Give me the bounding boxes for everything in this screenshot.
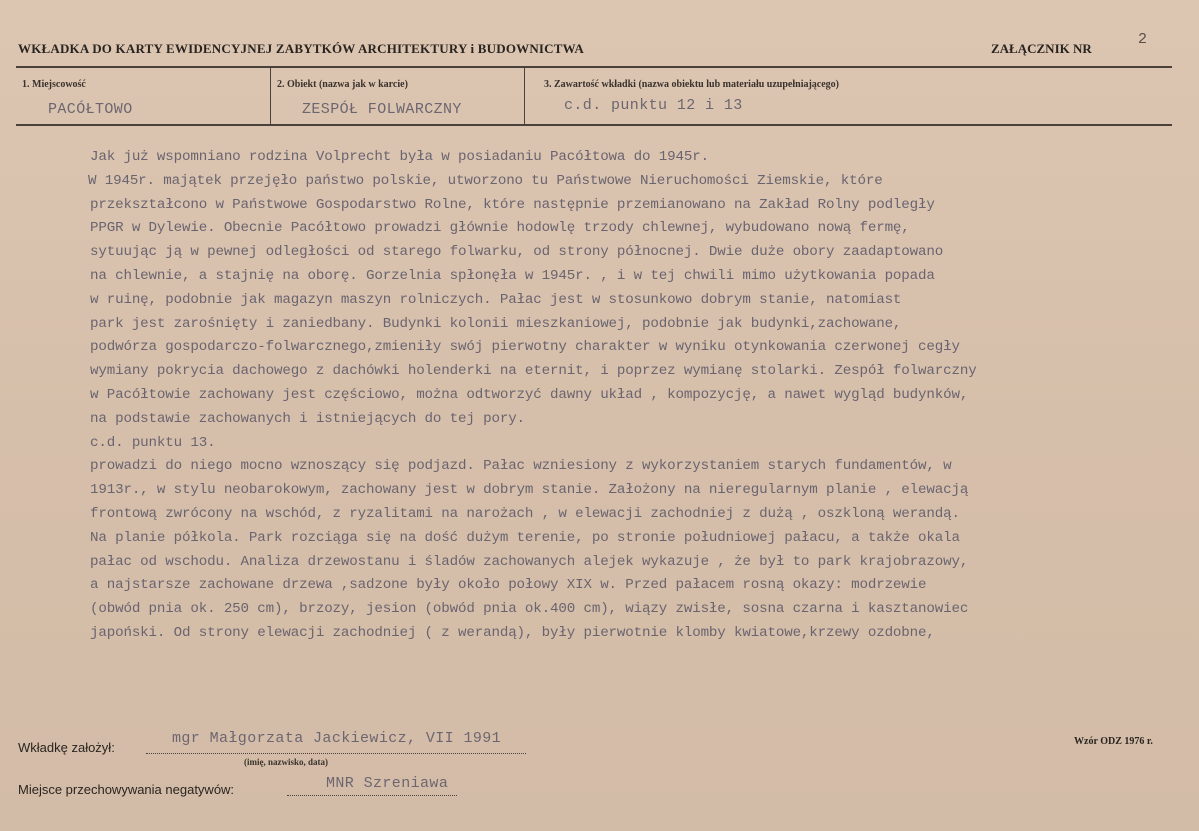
content-field-value: c.d. punktu 12 i 13 — [564, 97, 743, 114]
object-field-value: ZESPÓŁ FOLWARCZNY — [302, 101, 462, 118]
body-line: podwórza gospodarczo-folwarcznego,zmieniły swój pierwotny charakter w wyniku otynkowania czerwonej cegły — [90, 339, 960, 356]
place-field-label: 1. Miejscowość — [22, 79, 86, 90]
place-field-value: PACÓŁTOWO — [48, 101, 133, 118]
body-line: przekształcono w Państwowe Gospodarstwo Rolne, które następnie przemianowano na Zakład Rolny podległy — [90, 196, 935, 213]
body-line: Na planie półkola. Park rozciąga się na dość dużym terenie, po stronie południowej pałacu, a także okala — [90, 529, 960, 546]
body-line: PPGR w Dylewie. Obecnie Pacółtowo prowadzi głównie hodowlę trzody chlewnej, wybudowano nową fermę, — [90, 220, 910, 237]
content-field-label: 3. Zawartość wkładki (nazwa obiektu lub materiału uzupełniającego) — [544, 79, 840, 90]
body-line: 1913r., w stylu neobarokowym, zachowany jest w dobrym stanie. Założony na nieregularnym planie , elewacją — [90, 482, 969, 499]
body-line: na chlewnie, a stajnię na oborę. Gorzelnia spłonęła w 1945r. , i w tej chwili mimo użytkowania popada — [90, 267, 935, 284]
body-line: frontową zwrócony na wschód, z ryzalitami na narożach , w elewacji zachodniej z dużą , oszkloną werandą. — [90, 505, 960, 522]
fields-bottom-rule — [16, 124, 1172, 126]
body-line: park jest zarośnięty i zaniedbany. Budynki kolonii mieszkaniowej, podobnie jak budynki,zachowane, — [90, 315, 902, 332]
body-line: Jak już wspomniano rodzina Volprecht była w posiadaniu Pacółtowa do 1945r. — [90, 149, 709, 165]
body-line: a najstarsze zachowane drzewa ,sadzone były około połowy XIX w. Przed pałacem rosną okazy: modrzewie — [90, 577, 927, 594]
body-line: na podstawie zachowanych i istniejących do tej pory. — [90, 410, 525, 427]
body-line: W 1945r. majątek przejęło państwo polskie, utworzono tu Państwowe Nieruchomości Ziemskie, które — [88, 172, 883, 189]
storage-value: MNR Szreniawa — [326, 775, 449, 792]
object-field-label: 2. Obiekt (nazwa jak w karcie) — [277, 79, 408, 90]
body-line: prowadzi do niego mocno wznoszący się podjazd. Pałac wzniesiony z wykorzystaniem starych fundamentów, w — [90, 458, 952, 475]
form-title: WKŁADKA DO KARTY EWIDENCYJNEJ ZABYTKÓW ARCHITEKTURY i BUDOWNICTWA — [18, 41, 584, 56]
storage-label: Miejsce przechowywania negatywów: — [18, 782, 235, 797]
header-top-rule — [16, 66, 1172, 68]
body-line: pałac od wschodu. Analiza drzewostanu i śladów zachowanych alejek wykazuje , że był to park krajobrazowy, — [90, 553, 969, 570]
typewritten-body — [90, 146, 1190, 646]
body-line: sytuując ją w pewnej odległości od starego folwarku, od strony północnej. Dwie duże obory zaadaptowano — [90, 244, 944, 261]
attachment-label: ZAŁĄCZNIK NR — [991, 41, 1092, 56]
body-line: japoński. Od strony elewacji zachodniej ( z werandą), były pierwotnie klomby kwiatowe,krzewy ozdobne, — [90, 624, 935, 641]
attachment-number: 2 — [1138, 31, 1148, 48]
body-line: wymiany pokrycia dachowego z dachówki holenderki na eternit, i poprzez wymianę stolarki. Zespół folwarczny — [90, 363, 977, 380]
body-line: w Pacółtowie zachowany jest częściowo, można odtworzyć dawny układ , kompozycję, a nawet wygląd budynków, — [90, 386, 969, 403]
author-hint: (imię, nazwisko, data) — [244, 757, 328, 767]
author-dotted-line — [146, 753, 526, 754]
storage-dotted-line — [287, 795, 457, 796]
author-label: Wkładkę założył: — [18, 740, 115, 755]
body-line: w ruinę, podobnie jak magazyn maszyn rolniczych. Pałac jest w stosunkowo dobrym stanie, natomiast — [90, 291, 902, 308]
field-divider-1 — [270, 67, 271, 125]
body-line: (obwód pnia ok. 250 cm), brzozy, jesion (obwód pnia ok.400 cm), wiązy zwisłe, sosna czarna i kasztanowiec — [90, 601, 969, 618]
body-line: c.d. punktu 13. — [90, 434, 216, 451]
field-divider-2 — [524, 67, 525, 125]
form-code: Wzór ODZ 1976 r. — [1074, 736, 1153, 747]
author-value: mgr Małgorzata Jackiewicz, VII 1991 — [172, 730, 502, 747]
